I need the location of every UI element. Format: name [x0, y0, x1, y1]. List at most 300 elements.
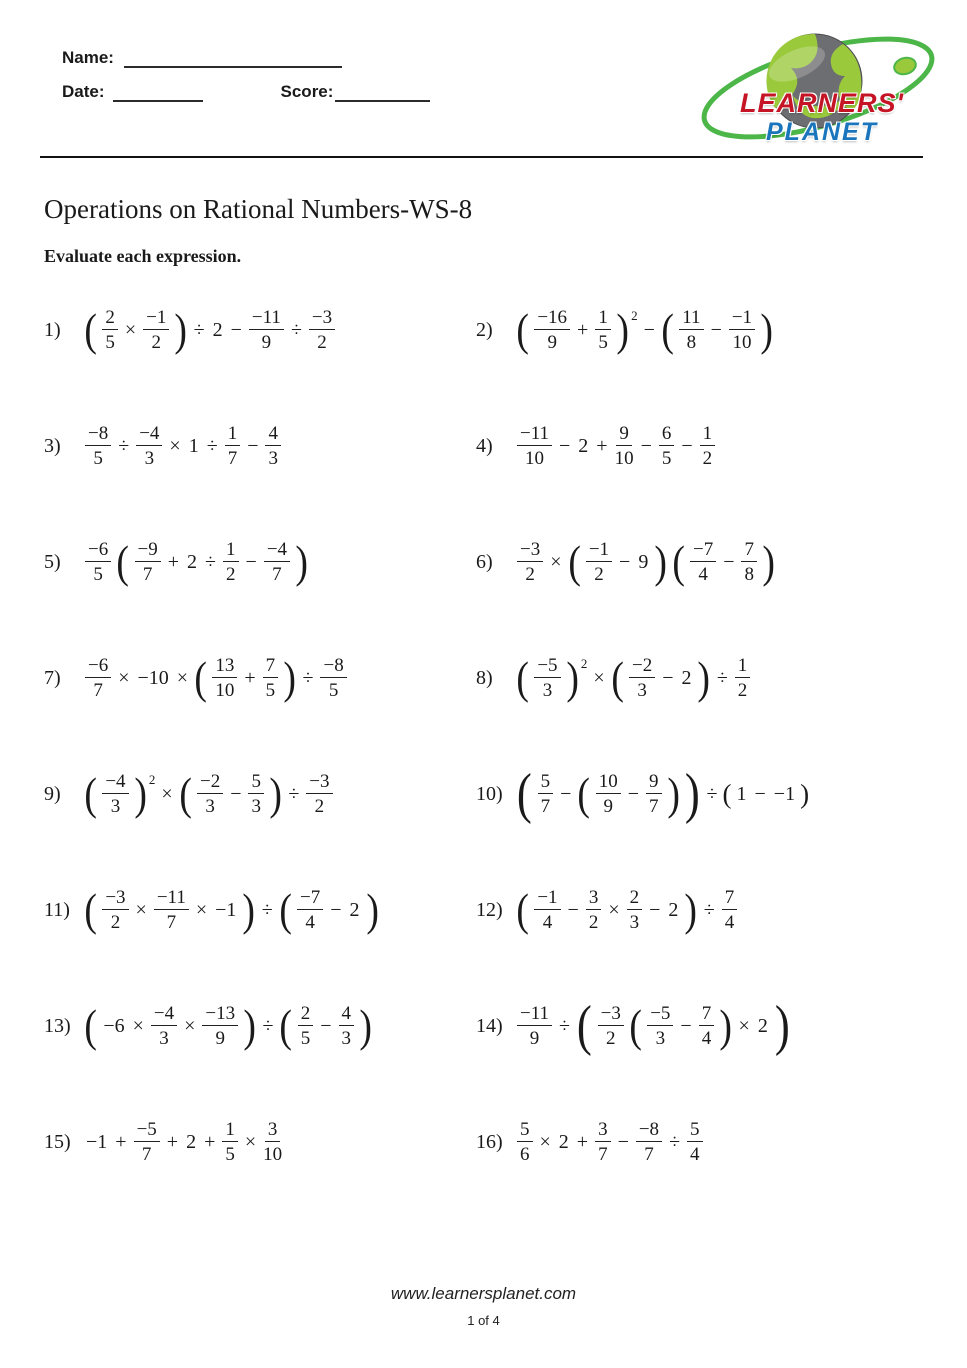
term: ÷	[716, 666, 728, 689]
denominator: 7	[141, 1144, 152, 1165]
fraction	[102, 771, 128, 818]
numerator: 6	[659, 423, 675, 446]
fraction	[647, 1003, 673, 1050]
numerator: −4	[264, 539, 290, 562]
score-input-line[interactable]	[335, 84, 430, 102]
term: −	[662, 666, 674, 689]
numerator: 4	[339, 1003, 355, 1026]
expression	[514, 423, 718, 470]
numerator: −1	[534, 887, 560, 910]
term: ÷	[669, 1130, 681, 1153]
term: 2	[186, 1130, 197, 1153]
denominator: 9	[547, 332, 557, 353]
header-fields	[62, 48, 430, 116]
denominator: 10	[614, 448, 634, 469]
fraction	[197, 771, 223, 818]
fraction	[225, 423, 241, 470]
problem-5	[44, 536, 476, 587]
term: ×	[124, 318, 137, 341]
denominator: 7	[598, 1144, 608, 1165]
numerator: 5	[248, 771, 264, 794]
numerator: 11	[679, 307, 703, 330]
denominator: 7	[272, 564, 282, 585]
problem-number: 15)	[44, 1130, 71, 1153]
denominator: 7	[649, 796, 659, 817]
numerator: −5	[134, 1119, 160, 1142]
fraction	[85, 423, 111, 470]
term: −	[649, 898, 661, 921]
denominator: 4	[305, 912, 315, 933]
term: −1	[215, 898, 237, 921]
expression: $\frac{-3}{2}$ × ( $\frac{-1}{2}$ − 9 ) ( $\frac{-7}{4}$ − $\frac{7}{8}$ )	[514, 539, 777, 586]
numerator: −4	[151, 1003, 177, 1026]
fraction	[595, 307, 611, 354]
fraction	[102, 307, 118, 354]
expression: ( $\frac{2}{5}$ × $\frac{-1}{2}$ ) ÷ 2 − $\frac{-11}{9}$ ÷ $\frac{-3}{2}$	[82, 307, 338, 354]
term: ×	[118, 666, 130, 689]
term: −	[627, 782, 640, 805]
term: 2	[212, 318, 223, 341]
term: 2	[681, 666, 692, 689]
fraction	[636, 1119, 662, 1166]
expression: ( $\frac{-3}{2}$ × $\frac{-11}{7}$ × −1 ) ÷ ( $\frac{-7}{4}$ − 2 )	[84, 884, 379, 935]
numerator: −3	[102, 887, 128, 910]
denominator: 10	[525, 448, 544, 469]
term: ÷	[193, 318, 205, 341]
denominator: 9	[603, 796, 614, 817]
denominator: 2	[594, 564, 604, 585]
date-label: Date:	[62, 82, 105, 101]
term: +	[204, 1130, 216, 1153]
fraction	[517, 1003, 552, 1050]
term: ×	[184, 1014, 196, 1037]
denominator: 3	[268, 448, 278, 469]
fraction	[151, 1003, 177, 1050]
fraction	[517, 1119, 533, 1166]
learners-planet-logo	[693, 26, 943, 148]
term: 2	[187, 550, 198, 573]
term: −	[245, 550, 257, 573]
fraction	[586, 887, 602, 934]
denominator: 7	[93, 680, 103, 701]
term: +	[115, 1130, 127, 1153]
term: −	[680, 1014, 692, 1037]
numerator: 4	[265, 423, 281, 446]
fraction	[690, 539, 716, 586]
numerator: 9	[646, 771, 662, 794]
denominator: 4	[542, 912, 553, 933]
problem-16	[476, 1119, 934, 1166]
problem-8	[476, 652, 934, 703]
fraction	[729, 307, 755, 354]
term: −1	[86, 1130, 108, 1153]
term: ×	[135, 898, 147, 921]
exponent: 2	[148, 771, 156, 787]
term: ÷	[205, 550, 217, 573]
fraction	[263, 1119, 282, 1166]
term: −	[723, 550, 735, 573]
denominator: 2	[737, 680, 748, 701]
denominator: 9	[215, 1028, 225, 1049]
fraction	[154, 887, 189, 934]
denominator: 2	[702, 448, 713, 469]
problem-6	[476, 536, 934, 587]
numerator: 7	[722, 887, 738, 910]
term: −	[230, 318, 242, 341]
numerator: −8	[85, 423, 111, 446]
denominator: 5	[265, 680, 276, 701]
fraction	[517, 539, 543, 586]
fraction	[264, 539, 290, 586]
term: −	[247, 434, 259, 457]
fraction	[735, 655, 751, 702]
problems-grid	[44, 272, 934, 1200]
denominator: 4	[701, 1028, 712, 1049]
fraction	[85, 655, 111, 702]
denominator: 2	[226, 564, 236, 585]
expression: ( $\frac{-5}{3}$ ) 2 × ( $\frac{-2}{3}$ − 2 ) ÷ $\frac{1}{2}$	[514, 655, 753, 702]
term: ÷	[706, 782, 718, 805]
fraction	[136, 423, 162, 470]
logo-text-planet: PLANET	[766, 118, 878, 146]
expression: ( $\frac{-16}{9}$ + $\frac{1}{5}$ ) 2 − ( $\frac{11}{8}$ − $\frac{-1}{10}$ )	[516, 304, 774, 355]
denominator: 5	[105, 332, 115, 353]
term: +	[167, 550, 180, 573]
term: 2	[578, 434, 589, 457]
denominator: 8	[686, 332, 697, 353]
fraction	[517, 423, 552, 470]
numerator: −11	[517, 1003, 552, 1026]
term: −	[230, 782, 242, 805]
denominator: 4	[698, 564, 708, 585]
fraction	[320, 655, 346, 702]
fraction	[629, 655, 655, 702]
denominator: 3	[341, 1028, 352, 1049]
denominator: 5	[661, 448, 672, 469]
fraction	[534, 655, 560, 702]
numerator: 10	[596, 771, 621, 794]
numerator: 9	[616, 423, 632, 446]
fraction	[595, 1119, 611, 1166]
term: −	[643, 318, 655, 341]
term: +	[577, 318, 589, 341]
problem-number: 10)	[476, 782, 503, 805]
problem-13	[44, 1000, 476, 1051]
fraction	[534, 307, 570, 354]
worksheet-title: Operations on Rational Numbers-WS-8	[44, 194, 473, 224]
numerator: 7	[741, 539, 757, 562]
expression: $\frac{-6}{5}$ ( $\frac{-9}{7}$ + 2 ÷ $\frac{1}{2}$ − $\frac{-4}{7}$ )	[82, 539, 310, 586]
denominator: 3	[629, 912, 640, 933]
fraction	[309, 307, 335, 354]
numerator: 7	[699, 1003, 715, 1026]
denominator: 3	[205, 796, 215, 817]
term: ×	[132, 1014, 144, 1037]
denominator: 7	[142, 564, 153, 585]
fraction	[249, 307, 284, 354]
fraction	[85, 539, 111, 586]
expression: ( $\frac{-4}{3}$ ) 2 × ( $\frac{-2}{3}$ − $\frac{5}{3}$ ) ÷ $\frac{-3}{2}$	[82, 771, 336, 818]
numerator: 3	[586, 887, 602, 910]
denominator: 5	[598, 332, 608, 353]
fraction	[534, 887, 560, 934]
score-label: Score:	[280, 82, 334, 101]
numerator: 13	[212, 655, 237, 678]
fraction	[306, 771, 332, 818]
problem-number: 16)	[476, 1130, 503, 1153]
term: −	[567, 898, 579, 921]
numerator: −7	[690, 539, 716, 562]
problem-12	[476, 884, 934, 935]
problem-7	[44, 652, 476, 703]
problem-number: 11)	[44, 898, 70, 921]
expression: ( $\frac{5}{7}$ − ( $\frac{10}{9}$ − $\frac{9}{7}$ ) ) ÷ ( 1 − −1 )	[516, 763, 810, 825]
problem-number: 12)	[476, 898, 503, 921]
numerator: −11	[249, 307, 284, 330]
numerator: −16	[534, 307, 570, 330]
term: 2	[349, 898, 360, 921]
fraction	[135, 539, 161, 586]
denominator: 2	[317, 332, 327, 353]
numerator: −8	[320, 655, 346, 678]
problem-4	[476, 423, 934, 470]
term: ×	[550, 550, 562, 573]
footer-page-number: 1 of 4	[467, 1313, 500, 1328]
problem-1	[44, 304, 476, 355]
fraction	[627, 887, 643, 934]
denominator: 6	[520, 1144, 530, 1165]
denominator: 5	[93, 564, 103, 585]
fraction	[134, 1119, 160, 1166]
term: ÷	[261, 898, 273, 921]
fraction	[722, 887, 738, 934]
numerator: 5	[538, 771, 554, 794]
problem-3	[44, 423, 476, 470]
denominator: 5	[300, 1028, 311, 1049]
numerator: −4	[102, 771, 128, 794]
term: −	[617, 1130, 629, 1153]
numerator: −7	[297, 887, 323, 910]
denominator: 3	[159, 1028, 169, 1049]
problem-number: 9)	[44, 782, 61, 805]
numerator: 5	[517, 1119, 533, 1142]
term: 1	[188, 434, 199, 457]
problem-2	[476, 304, 934, 355]
fraction	[659, 423, 675, 470]
numerator: 1	[222, 1119, 238, 1142]
fraction	[223, 539, 239, 586]
numerator: −8	[636, 1119, 662, 1142]
term: +	[596, 434, 608, 457]
term: ÷	[206, 434, 218, 457]
term: 2	[558, 1130, 569, 1153]
fraction	[700, 423, 716, 470]
numerator: −11	[517, 423, 552, 446]
numerator: 1	[735, 655, 751, 678]
denominator: 8	[744, 564, 754, 585]
denominator: 7	[540, 796, 551, 817]
fraction	[538, 771, 554, 818]
denominator: 7	[227, 448, 238, 469]
term: +	[576, 1130, 589, 1153]
term: ×	[608, 898, 620, 921]
numerator: −3	[309, 307, 335, 330]
numerator: 2	[298, 1003, 314, 1026]
numerator: −6	[85, 655, 111, 678]
numerator: 2	[627, 887, 643, 910]
numerator: −11	[154, 887, 189, 910]
numerator: −3	[598, 1003, 624, 1026]
denominator: 5	[328, 680, 339, 701]
term: −	[710, 318, 722, 341]
numerator: −1	[729, 307, 755, 330]
problem-number: 8)	[476, 666, 493, 689]
term: −	[754, 782, 766, 805]
term: ÷	[262, 1014, 274, 1037]
fraction	[298, 1003, 314, 1050]
fraction	[263, 655, 279, 702]
numerator: −5	[534, 655, 560, 678]
problem-number: 7)	[44, 666, 61, 689]
denominator: 10	[215, 680, 235, 701]
problem-number: 14)	[476, 1014, 503, 1037]
fraction	[339, 1003, 355, 1050]
denominator: 3	[637, 680, 647, 701]
term: 1	[736, 782, 747, 805]
fraction	[102, 887, 128, 934]
numerator: 1	[700, 423, 716, 446]
numerator: 1	[223, 539, 239, 562]
denominator: 2	[151, 332, 161, 353]
fraction	[202, 1003, 238, 1050]
numerator: −3	[517, 539, 543, 562]
term: +	[244, 666, 256, 689]
denominator: 9	[261, 332, 272, 353]
problem-number: 5)	[44, 550, 61, 573]
term: 9	[638, 550, 649, 573]
problem-number: 4)	[476, 434, 493, 457]
term: 2	[757, 1014, 768, 1037]
problem-number: 2)	[476, 318, 493, 341]
term: ×	[161, 782, 173, 805]
term: −	[330, 898, 342, 921]
numerator: −4	[136, 423, 162, 446]
fraction	[598, 1003, 624, 1050]
expression: $\frac{-11}{9}$ ÷ ( $\frac{-3}{2}$ ( $\frac{-5}{3}$ − $\frac{7}{4}$ ) × 2 )	[514, 1003, 792, 1050]
denominator: 10	[263, 1144, 283, 1165]
term: 2	[668, 898, 679, 921]
problem-number: 6)	[476, 550, 493, 573]
term: ×	[244, 1130, 257, 1153]
term: −	[619, 550, 631, 573]
term: ÷	[118, 434, 130, 457]
term: ×	[176, 666, 189, 689]
denominator: 3	[542, 680, 553, 701]
numerator: 3	[595, 1119, 611, 1142]
date-input-line[interactable]	[113, 84, 203, 102]
fraction	[586, 539, 612, 586]
fraction	[596, 771, 621, 818]
denominator: 7	[644, 1144, 654, 1165]
problem-number: 3)	[44, 434, 61, 457]
denominator: 2	[314, 796, 325, 817]
numerator: 7	[263, 655, 279, 678]
exponent: 2	[631, 307, 638, 323]
denominator: 7	[166, 912, 177, 933]
denominator: 5	[225, 1144, 235, 1165]
term: −	[559, 434, 571, 457]
problem-number: 1)	[44, 318, 61, 341]
denominator: 4	[690, 1144, 700, 1165]
term: ÷	[559, 1014, 570, 1037]
numerator: 1	[595, 307, 611, 330]
expression: ( $\frac{-1}{4}$ − $\frac{3}{2}$ × $\frac{2}{3}$ − 2 ) ÷ $\frac{7}{4}$	[514, 887, 740, 934]
problem-10	[476, 763, 934, 825]
denominator: 2	[588, 912, 599, 933]
term: ×	[738, 1014, 750, 1037]
numerator: 3	[265, 1119, 281, 1142]
numerator: 2	[102, 307, 118, 330]
term: −	[560, 782, 572, 805]
fraction	[679, 307, 703, 354]
term: ×	[195, 898, 208, 921]
term: ×	[539, 1130, 551, 1153]
denominator: 2	[606, 1028, 616, 1049]
header-divider	[40, 156, 923, 158]
term: ÷	[290, 318, 302, 341]
fraction	[615, 423, 634, 470]
numerator: −2	[197, 771, 223, 794]
term: −	[640, 434, 652, 457]
term: ÷	[288, 782, 300, 805]
problem-11	[44, 884, 476, 935]
fraction	[741, 539, 757, 586]
numerator: −5	[647, 1003, 673, 1026]
fraction	[297, 887, 323, 934]
denominator: 10	[732, 332, 752, 353]
name-label: Name:	[62, 48, 114, 67]
denominator: 4	[724, 912, 735, 933]
numerator: −2	[629, 655, 655, 678]
problem-9	[44, 768, 476, 819]
numerator: −3	[306, 771, 332, 794]
fraction	[222, 1119, 238, 1166]
problem-14	[476, 995, 934, 1057]
expression	[82, 1119, 285, 1166]
term: ×	[169, 434, 181, 457]
denominator: 3	[655, 1028, 666, 1049]
footer-website: www.learnersplanet.com	[390, 1284, 577, 1303]
fraction	[687, 1119, 703, 1166]
numerator: 1	[225, 423, 241, 446]
denominator: 5	[93, 448, 103, 469]
term: −10	[137, 666, 169, 689]
denominator: 2	[525, 564, 535, 585]
instructions: Evaluate each expression.	[44, 246, 242, 266]
denominator: 3	[251, 796, 261, 817]
name-input-line[interactable]	[124, 50, 342, 68]
fraction	[212, 655, 237, 702]
expression: ( −6 × $\frac{-4}{3}$ × $\frac{-13}{9}$ ) ÷ ( $\frac{2}{5}$ − $\frac{4}{3}$ )	[84, 1000, 372, 1051]
expression	[82, 423, 284, 470]
term: −	[681, 434, 693, 457]
denominator: 3	[110, 796, 121, 817]
numerator: −13	[202, 1003, 238, 1026]
fraction	[699, 1003, 715, 1050]
term: +	[166, 1130, 179, 1153]
term: ÷	[703, 898, 715, 921]
problem-number: 13)	[44, 1014, 71, 1037]
